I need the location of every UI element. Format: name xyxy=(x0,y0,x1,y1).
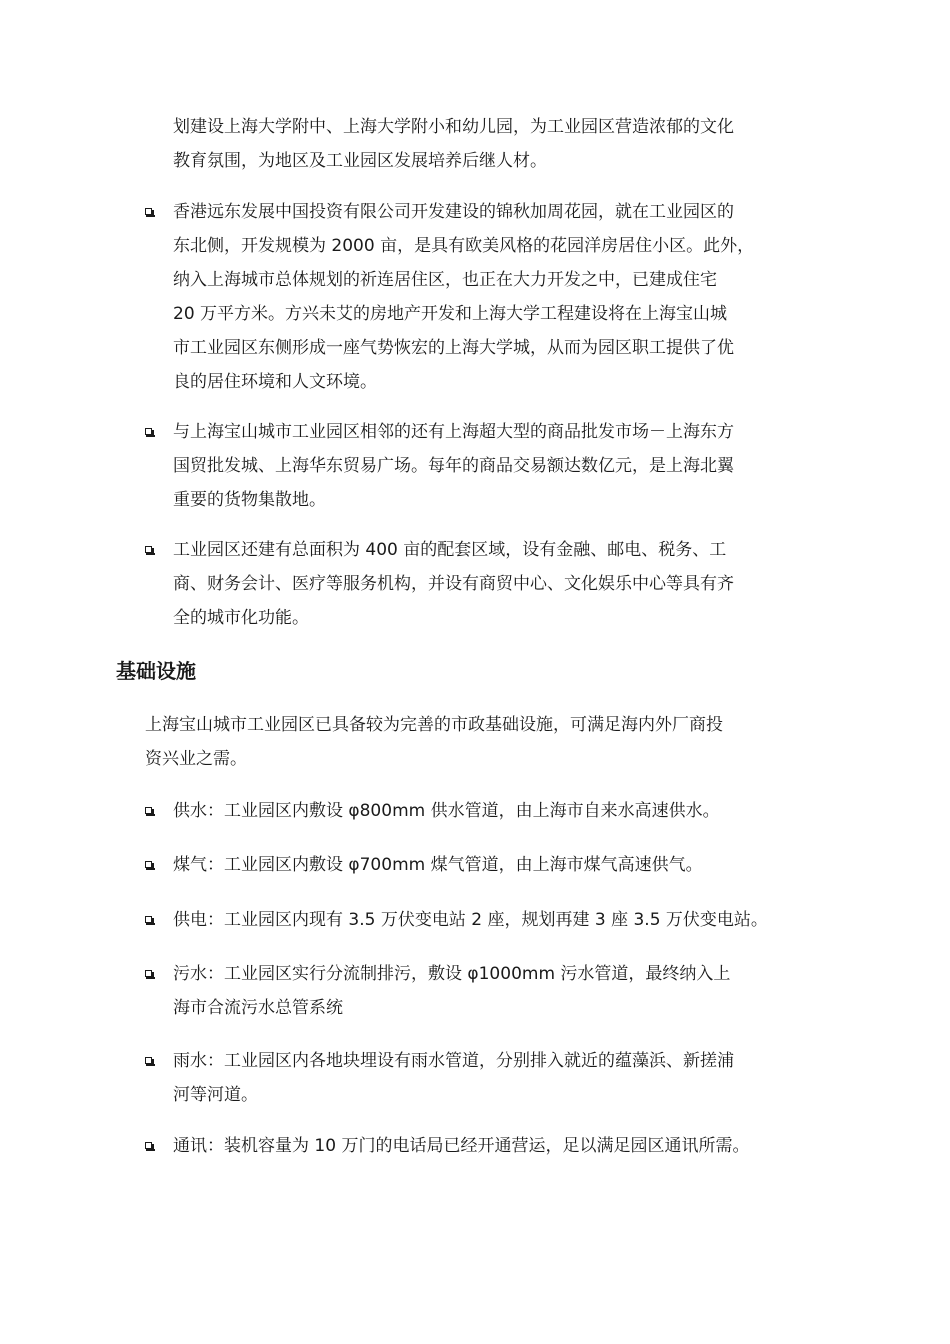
continued-paragraph: 划建设上海大学附中、上海大学附小和幼儿园，为工业园区营造浓郁的文化 教育氛围，为地区及工业园区发展培养后继人材。 xyxy=(173,117,734,171)
list-item-text: 污水：工业园区实行分流制排污，敷设 φ1000mm 污水管道，最终纳入上 海市合流污水总管系统 xyxy=(173,964,731,1018)
section-intro: 上海宝山城市工业园区已具备较为完善的市政基础设施，可满足海内外厂商投 资兴业之需。 xyxy=(145,715,723,769)
list-item-text: 与上海宝山城市工业园区相邻的还有上海超大型的商品批发市场－上海东方 国贸批发城、上海华东贸易广场。每年的商品交易额达数亿元，是上海北翼 重要的货物集散地。 xyxy=(173,422,734,510)
section-heading: 基础设施 xyxy=(116,659,196,683)
checkbox-bullet-icon xyxy=(145,807,152,814)
checkbox-bullet-icon xyxy=(145,970,152,977)
checkbox-bullet-icon xyxy=(145,861,152,868)
checkbox-bullet-icon xyxy=(145,1142,152,1149)
checkbox-bullet-icon xyxy=(145,428,152,435)
list-item-text: 供水：工业园区内敷设 φ800mm 供水管道，由上海市自来水高速供水。 xyxy=(173,801,720,821)
checkbox-bullet-icon xyxy=(145,208,152,215)
checkbox-bullet-icon xyxy=(145,546,152,553)
list-item-text: 香港远东发展中国投资有限公司开发建设的锦秋加周花园，就在工业园区的 东北侧，开发规模为 2000 亩，是具有欧美风格的花园洋房居住小区。此外， 纳入上海城市总体规划的祈连居住区，也正在大力开发之中，已建成住宅 20 万平方米。方兴未艾的房地产开发和上海大学工程建设将在上海宝山城 市工业园区东侧形成一座气势恢宏的上海大学城，从而为园区职工提供了优 良的居住环境和人文环境。 xyxy=(173,202,755,392)
list-item-text: 通讯：装机容量为 10 万门的电话局已经开通营运，足以满足园区通讯所需。 xyxy=(173,1136,750,1156)
list-item-text: 工业园区还建有总面积为 400 亩的配套区域，设有金融、邮电、税务、工 商、财务会计、医疗等服务机构，并设有商贸中心、文化娱乐中心等具有齐 全的城市化功能。 xyxy=(173,540,734,628)
checkbox-bullet-icon xyxy=(145,916,152,923)
list-item-text: 供电：工业园区内现有 3.5 万伏变电站 2 座，规划再建 3 座 3.5 万伏变电站。 xyxy=(173,910,768,930)
list-item-text: 雨水：工业园区内各地块埋设有雨水管道，分别排入就近的蕴藻浜、新搓浦 河等河道。 xyxy=(173,1051,734,1105)
list-item-text: 煤气：工业园区内敷设 φ700mm 煤气管道，由上海市煤气高速供气。 xyxy=(173,855,703,875)
checkbox-bullet-icon xyxy=(145,1057,152,1064)
